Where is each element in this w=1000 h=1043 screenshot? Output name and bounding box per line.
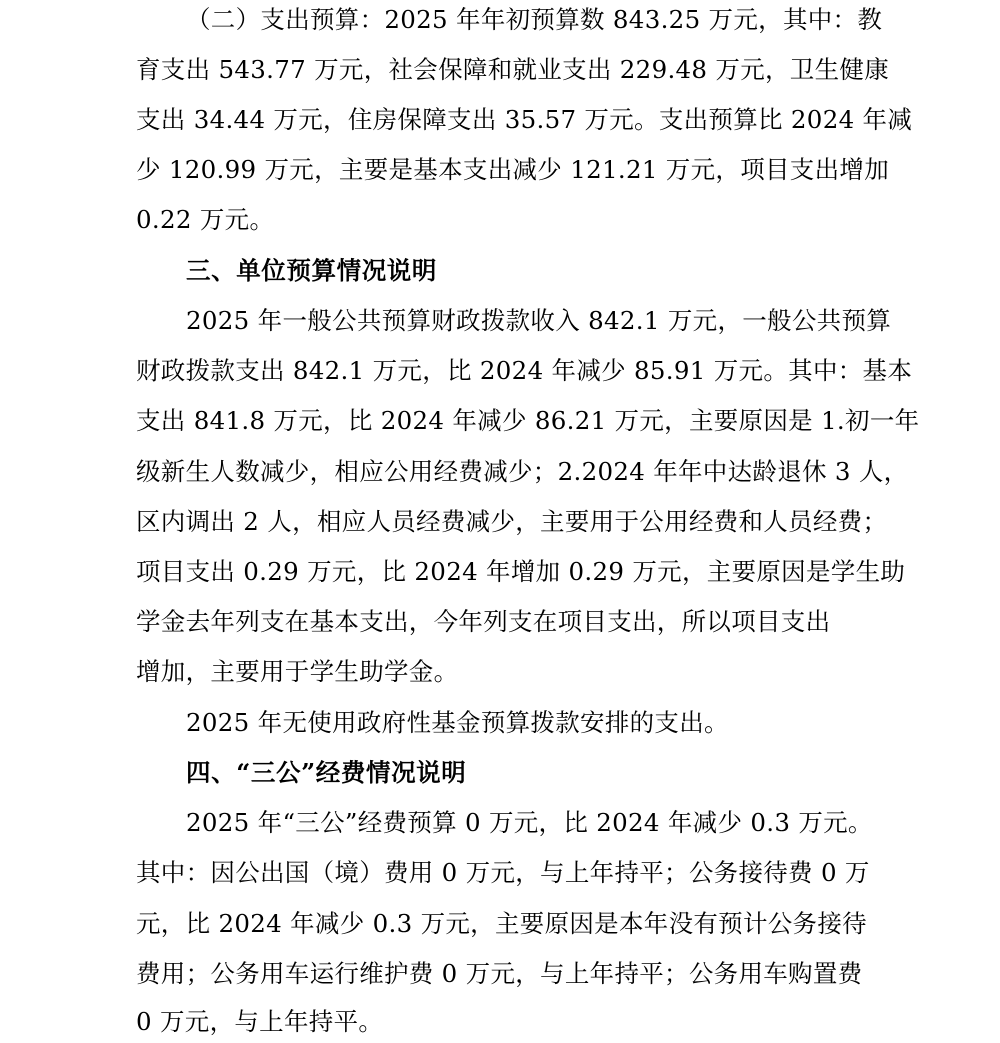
unit-budget-para1-line-2: 财政拨款支出 842.1 万元，比 2024 年减少 85.91 万元。其中：基本 [136, 356, 913, 385]
three-public-expenses-heading: 四、“三公”经费情况说明 [186, 758, 467, 787]
three-public-expenses-line-5: 0 万元，与上年持平。 [136, 1007, 384, 1036]
unit-budget-para1-line-4: 级新生人数减少，相应公用经费减少；2.2024 年年中达龄退休 3 人， [136, 457, 909, 486]
three-public-expenses-line-1: 2025 年“三公”经费预算 0 万元，比 2024 年减少 0.3 万元。 [186, 808, 873, 837]
expenditure-budget-line-4: 少 120.99 万元，主要是基本支出减少 121.21 万元，项目支出增加 [136, 155, 890, 184]
unit-budget-para1-line-6: 项目支出 0.29 万元，比 2024 年增加 0.29 万元，主要原因是学生助 [136, 557, 906, 586]
unit-budget-para1-line-5: 区内调出 2 人，相应人员经费减少，主要用于公用经费和人员经费； [136, 507, 888, 536]
expenditure-budget-line-1: （二）支出预算：2025 年年初预算数 843.25 万元，其中：教 [186, 5, 883, 34]
expenditure-budget-line-5: 0.22 万元。 [136, 205, 275, 234]
expenditure-budget-line-3: 支出 34.44 万元，住房保障支出 35.57 万元。支出预算比 2024 年减 [136, 105, 913, 134]
unit-budget-para1-line-7: 学金去年列支在基本支出，今年列支在项目支出，所以项目支出 [136, 607, 831, 636]
three-public-expenses-line-2: 其中：因公出国（境）费用 0 万元，与上年持平；公务接待费 0 万 [136, 858, 870, 887]
three-public-expenses-line-4: 费用；公务用车运行维护费 0 万元，与上年持平；公务用车购置费 [136, 959, 863, 988]
unit-budget-para1-line-8: 增加，主要用于学生助学金。 [136, 657, 459, 686]
three-public-expenses-line-3: 元，比 2024 年减少 0.3 万元，主要原因是本年没有预计公务接待 [136, 909, 867, 938]
unit-budget-para2: 2025 年无使用政府性基金预算拨款安排的支出。 [186, 708, 729, 737]
unit-budget-heading: 三、单位预算情况说明 [186, 256, 437, 285]
expenditure-budget-line-2: 育支出 543.77 万元，社会保障和就业支出 229.48 万元，卫生健康 [136, 55, 890, 84]
unit-budget-para1-line-3: 支出 841.8 万元，比 2024 年减少 86.21 万元，主要原因是 1.初一年 [136, 406, 920, 435]
unit-budget-para1-line-1: 2025 年一般公共预算财政拨款收入 842.1 万元，一般公共预算 [186, 306, 892, 335]
